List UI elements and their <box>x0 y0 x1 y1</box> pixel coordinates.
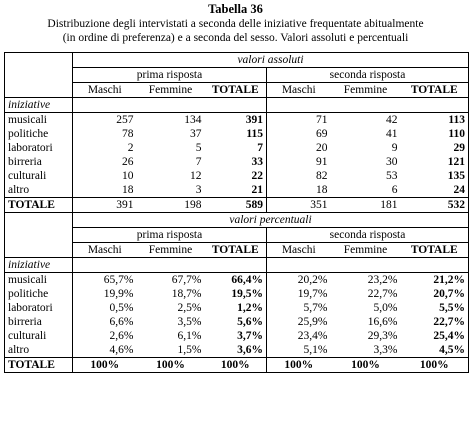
cell-value: 23,4% <box>267 329 331 343</box>
row-header: iniziative <box>5 98 73 113</box>
cell-value: 5 <box>195 142 202 154</box>
cell-value: 0,5% <box>73 301 137 315</box>
cell-value: 30 <box>386 156 398 168</box>
row-label: laboratori <box>8 302 53 314</box>
cell-value: 26 <box>73 155 137 169</box>
cell-value: 29 <box>453 142 466 154</box>
total-row <box>5 198 469 213</box>
cell-value: 71 <box>267 113 331 128</box>
section-title: valori percentuali <box>73 213 469 228</box>
table-row <box>5 315 469 329</box>
total-value: 100% <box>331 358 401 373</box>
column-header: Maschi <box>267 243 331 258</box>
blank-cell <box>5 243 73 258</box>
cell-value: 65,7% <box>73 273 137 288</box>
row-label: musicali <box>8 114 47 126</box>
cell-value: 18,7% <box>171 288 202 300</box>
cell-value: 18 <box>267 183 331 198</box>
column-header: Femmine <box>331 83 401 98</box>
subtitle-line-2: (in ordine di preferenza) e a seconda del sesso. Valori assoluti e percentuali <box>62 32 409 44</box>
section-title-row <box>5 213 469 228</box>
cell-value: 19,9% <box>73 287 137 301</box>
row-header-row <box>5 98 469 113</box>
cell-value: 25,4% <box>433 330 466 342</box>
table-row <box>5 183 469 198</box>
row-label: politiche <box>8 288 49 300</box>
group-title: prima risposta <box>73 68 267 83</box>
cell-value: 2 <box>73 141 137 155</box>
column-header: Femmine <box>331 243 401 258</box>
group-header-row <box>5 228 469 243</box>
column-header: Femmine <box>137 243 205 258</box>
row-label: birreria <box>8 156 42 168</box>
cell-value: 20 <box>267 141 331 155</box>
row-label: laboratori <box>8 142 53 154</box>
cell-value: 21 <box>251 184 263 196</box>
cell-value: 82 <box>267 169 331 183</box>
cell-value: 20,2% <box>267 273 331 288</box>
cell-value: 19,7% <box>267 287 331 301</box>
cell-value: 3,3% <box>373 344 398 356</box>
table-subtitle <box>0 17 471 45</box>
cell-value: 5,6% <box>237 316 263 328</box>
row-header-row <box>5 258 469 273</box>
blank-cell <box>205 98 267 113</box>
total-value: 589 <box>205 198 267 213</box>
table-row <box>5 141 469 155</box>
cell-value: 9 <box>391 142 398 154</box>
cell-value: 4,5% <box>439 344 466 356</box>
cell-value: 121 <box>447 156 466 168</box>
cell-value: 6 <box>391 184 398 196</box>
cell-value: 91 <box>267 155 331 169</box>
cell-value: 22 <box>251 170 263 182</box>
row-label: altro <box>8 344 30 356</box>
cell-value: 2,6% <box>73 329 137 343</box>
cell-value: 5,7% <box>267 301 331 315</box>
cell-value: 115 <box>246 128 263 140</box>
subtitle-line-1: Distribuzione degli intervistati a seconda delle iniziative frequentate abitualmente <box>47 18 424 30</box>
cell-value: 5,0% <box>373 302 398 314</box>
section-title-row <box>5 53 469 68</box>
total-value: 181 <box>331 198 401 213</box>
total-label: TOTALE <box>5 358 73 373</box>
cell-value: 24 <box>453 184 466 196</box>
cell-value: 22,7% <box>433 316 466 328</box>
total-value: 100% <box>401 358 469 373</box>
column-header: TOTALE <box>205 83 267 98</box>
cell-value: 25,9% <box>267 315 331 329</box>
table-row <box>5 301 469 315</box>
blank-cell <box>137 98 205 113</box>
row-header: iniziative <box>5 258 73 273</box>
blank-cell <box>5 228 73 243</box>
blank-cell <box>267 258 331 273</box>
cell-value: 135 <box>447 170 466 182</box>
cell-value: 113 <box>448 114 466 126</box>
section-title: valori assoluti <box>73 53 469 68</box>
column-header: TOTALE <box>401 243 469 258</box>
blank-cell <box>331 258 401 273</box>
data-table <box>4 52 469 373</box>
blank-cell <box>73 258 137 273</box>
cell-value: 66,4% <box>231 274 263 286</box>
total-value: 100% <box>73 358 137 373</box>
table-row <box>5 113 469 128</box>
cell-value: 391 <box>245 114 263 126</box>
blank-cell <box>401 258 469 273</box>
cell-value: 5,1% <box>267 343 331 358</box>
blank-cell <box>5 53 73 68</box>
table-row <box>5 169 469 183</box>
cell-value: 6,1% <box>177 330 202 342</box>
table-row <box>5 127 469 141</box>
column-header-row <box>5 243 469 258</box>
cell-value: 3,6% <box>237 344 263 356</box>
total-value: 532 <box>401 198 469 213</box>
cell-value: 110 <box>448 128 466 140</box>
table-row <box>5 155 469 169</box>
blank-cell <box>5 68 73 83</box>
row-label: musicali <box>8 274 47 286</box>
column-header-row <box>5 83 469 98</box>
total-value: 351 <box>267 198 331 213</box>
table-row <box>5 273 469 288</box>
total-value: 198 <box>137 198 205 213</box>
table-row <box>5 287 469 301</box>
cell-value: 21,2% <box>433 274 466 286</box>
total-value: 100% <box>137 358 205 373</box>
cell-value: 3,7% <box>237 330 263 342</box>
cell-value: 42 <box>386 114 398 126</box>
row-label: politiche <box>8 128 49 140</box>
cell-value: 5,5% <box>439 302 466 314</box>
cell-value: 67,7% <box>171 274 202 286</box>
table-row <box>5 329 469 343</box>
row-label: culturali <box>8 170 47 182</box>
cell-value: 18 <box>73 183 137 198</box>
blank-cell <box>331 98 401 113</box>
row-label: altro <box>8 184 30 196</box>
cell-value: 41 <box>386 128 398 140</box>
cell-value: 23,2% <box>367 274 398 286</box>
cell-value: 4,6% <box>73 343 137 358</box>
total-value: 391 <box>73 198 137 213</box>
cell-value: 3,5% <box>177 316 202 328</box>
cell-value: 78 <box>73 127 137 141</box>
cell-value: 6,6% <box>73 315 137 329</box>
cell-value: 1,5% <box>177 344 202 356</box>
table-row <box>5 343 469 358</box>
group-title: seconda risposta <box>267 68 469 83</box>
cell-value: 22,7% <box>367 288 398 300</box>
column-header: Femmine <box>137 83 205 98</box>
blank-cell <box>401 98 469 113</box>
cell-value: 16,6% <box>367 316 398 328</box>
group-header-row <box>5 68 469 83</box>
blank-cell <box>205 258 267 273</box>
cell-value: 69 <box>267 127 331 141</box>
cell-value: 7 <box>257 142 263 154</box>
cell-value: 19,5% <box>231 288 263 300</box>
column-header: Maschi <box>73 83 137 98</box>
blank-cell <box>267 98 331 113</box>
group-title: seconda risposta <box>267 228 469 243</box>
cell-value: 20,7% <box>433 288 466 300</box>
cell-value: 1,2% <box>237 302 263 314</box>
cell-value: 12 <box>190 170 202 182</box>
cell-value: 33 <box>251 156 263 168</box>
total-label: TOTALE <box>5 198 73 213</box>
cell-value: 29,3% <box>367 330 398 342</box>
cell-value: 37 <box>190 128 202 140</box>
column-header: TOTALE <box>205 243 267 258</box>
cell-value: 7 <box>195 156 202 168</box>
total-value: 100% <box>205 358 267 373</box>
row-label: culturali <box>8 330 47 342</box>
group-title: prima risposta <box>73 228 267 243</box>
blank-cell <box>5 213 73 228</box>
total-value: 100% <box>267 358 331 373</box>
cell-value: 10 <box>73 169 137 183</box>
cell-value: 257 <box>73 113 137 128</box>
cell-value: 134 <box>184 114 202 126</box>
column-header: Maschi <box>267 83 331 98</box>
blank-cell <box>5 83 73 98</box>
cell-value: 2,5% <box>177 302 202 314</box>
blank-cell <box>137 258 205 273</box>
column-header: TOTALE <box>401 83 469 98</box>
cell-value: 53 <box>386 170 398 182</box>
blank-cell <box>73 98 137 113</box>
column-header: Maschi <box>73 243 137 258</box>
cell-value: 3 <box>195 184 202 196</box>
total-row <box>5 358 469 373</box>
row-label: birreria <box>8 316 42 328</box>
table-title: Tabella 36 <box>208 2 263 16</box>
